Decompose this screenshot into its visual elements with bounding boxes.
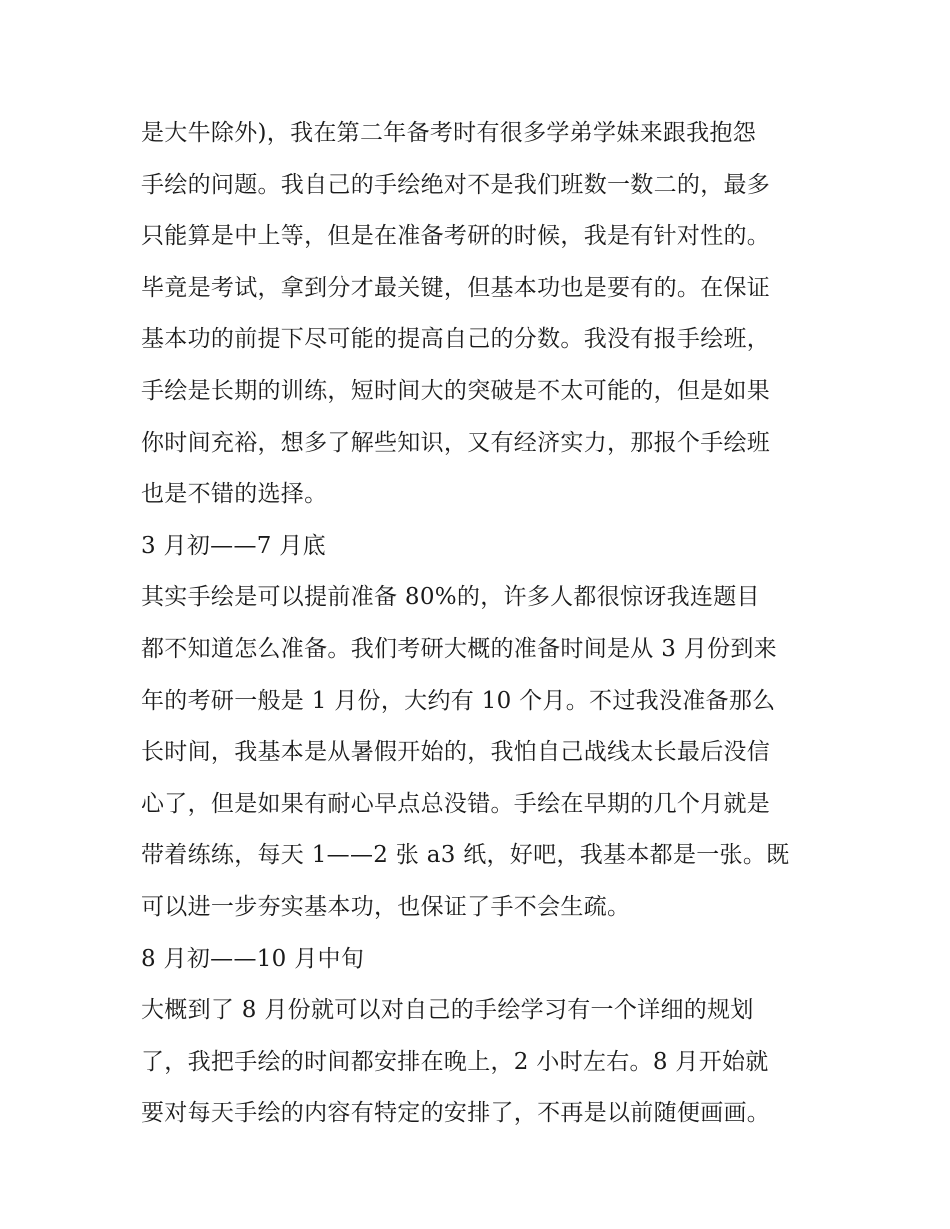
text-line: 基本功的前提下尽可能的提高自己的分数。我没有报手绘班，	[141, 326, 771, 353]
text-line: 手绘的问题。我自己的手绘绝对不是我们班数一数二的，最多	[141, 171, 771, 198]
text-line: 年的考研一般是 1 月份，大约有 10 个月。不过我没准备那么	[141, 687, 776, 714]
text-line: 其实手绘是可以提前准备 80%的，许多人都很惊讶我连题目	[141, 584, 760, 611]
text-line: 大概到了 8 月份就可以对自己的手绘学习有一个详细的规划	[141, 997, 754, 1024]
section-heading: 3 月初——7 月底	[141, 532, 326, 559]
text-line: 只能算是中上等，但是在准备考研的时候，我是有针对性的。	[141, 223, 771, 250]
text-line: 也是不错的选择。	[141, 481, 328, 508]
text-line: 毕竟是考试，拿到分才最关键，但基本功也是要有的。在保证	[141, 274, 771, 301]
text-line: 带着练练，每天 1——2 张 a3 纸，好吧，我基本都是一张。既	[141, 842, 790, 869]
text-line: 要对每天手绘的内容有特定的安排了，不再是以前随便画画。	[141, 1100, 771, 1127]
document-body	[141, 108, 821, 1140]
text-line: 你时间充裕，想多了解些知识，又有经济实力，那报个手绘班	[141, 429, 771, 456]
text-line: 可以进一步夯实基本功，也保证了手不会生疏。	[141, 893, 631, 920]
text-line: 都不知道怎么准备。我们考研大概的准备时间是从 3 月份到来	[141, 635, 777, 662]
text-line: 是大牛除外)，我在第二年备考时有很多学弟学妹来跟我抱怨	[141, 120, 757, 146]
section-heading: 8 月初——10 月中旬	[141, 945, 365, 972]
text-line: 手绘是长期的训练，短时间大的突破是不太可能的，但是如果	[141, 377, 771, 404]
text-line: 长时间，我基本是从暑假开始的，我怕自己战线太长最后没信	[141, 739, 771, 766]
text-line: 心了，但是如果有耐心早点总没错。手绘在早期的几个月就是	[141, 790, 771, 817]
text-line: 了，我把手绘的时间都安排在晚上，2 小时左右。8 月开始就	[141, 1048, 769, 1075]
